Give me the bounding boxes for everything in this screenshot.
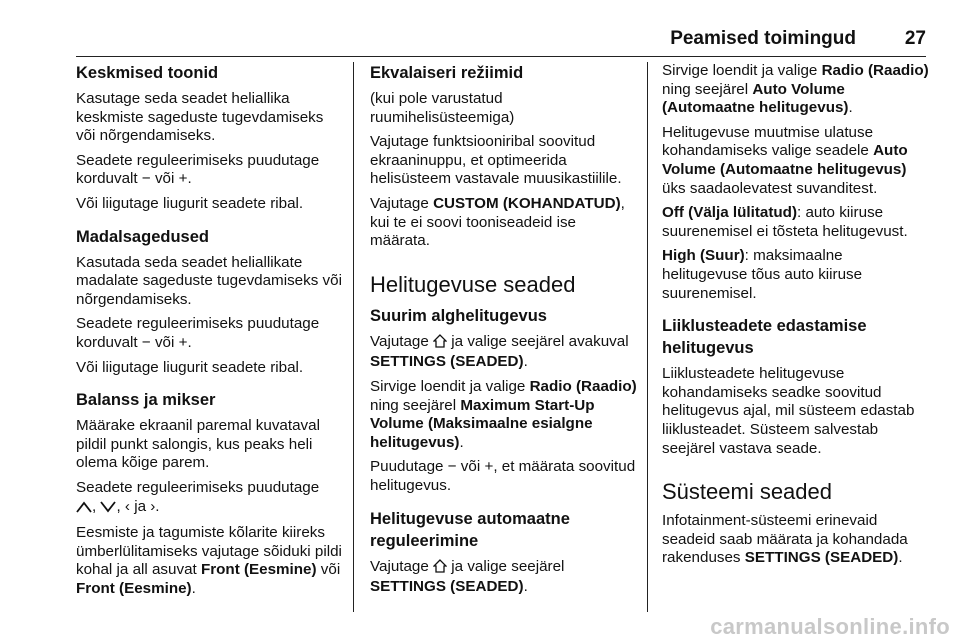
chevron-up-icon	[76, 500, 92, 519]
heading-volume-settings: Helitugevuse seaded	[370, 271, 576, 297]
col3-paragraph-2: Helitugevuse muutmise ulatuse kohandamiseks valige seadele Auto Volume (Automaatne helitugevus) üks saadaolevatest suvanditest.	[662, 123, 908, 197]
minus-symbol: −	[141, 333, 151, 351]
bass-paragraph-3: Või liigutage liugurit seadete ribal.	[76, 358, 304, 376]
home-icon	[433, 559, 447, 579]
traffic-paragraph: Liiklusteadete helitugevuse kohandamiseks seadke soovitud helitugevus ajal, mil süsteem edastab liiklusteadet. Süsteem salvestab seejärel vastava seade.	[662, 365, 915, 457]
balance-paragraph-1: Määrake ekraanil paremal kuvataval pildil punkt salongis, kus peaks heli olema kõige parem.	[76, 417, 320, 472]
col3-paragraph-4: High (Suur): maksimaalne helitugevuse tõus auto kiiruse suurenemisel.	[662, 247, 863, 302]
bass-paragraph-1: Kasutada seda seadet heliallikate madalate sageduste tugevdamiseks või nõrgendamiseks.	[76, 253, 342, 308]
heading-treble: Keskmised toonid	[76, 64, 219, 82]
treble-paragraph-3: Või liigutage liugurit seadete ribal.	[76, 194, 304, 212]
treble-paragraph-2: Seadete reguleerimiseks puudutage korduvalt − või +.	[76, 151, 320, 188]
balance-paragraph-3: Eesmiste ja tagumiste kõlarite kiireks ümberlülitamiseks vajutage sõiduki pildi kohal ja all asuvat Front (Eesmine) või Front (Eesmine).	[76, 524, 342, 597]
plus-symbol: +	[178, 333, 188, 351]
eq-paragraph-2: Vajutage funktsiooniribal soovitud ekraaninuppu, et optimeerida helisüsteem vastavale muusikastiilile.	[370, 133, 622, 188]
heading-auto-volume: Helitugevuse automaatne reguleerimine	[370, 509, 570, 550]
column-divider-2	[647, 62, 648, 612]
treble-paragraph-1: Kasutage seda seadet heliallika keskmiste sageduste tugevdamiseks või nõrgendamiseks.	[76, 90, 324, 145]
chevron-left-symbol: ‹	[124, 497, 130, 515]
column-2	[370, 62, 638, 603]
heading-equalizer: Ekvalaiseri režiimid	[370, 64, 524, 82]
balance-paragraph-2: Seadete reguleerimiseks puudutage , , ‹ ja ›.	[76, 479, 342, 518]
max-paragraph-2: Sirvige loendit ja valige Radio (Raadio) ning seejärel Maximum Start-Up Volume (Maksimaalne esialgne helitugevus).	[370, 377, 637, 451]
column-1	[76, 62, 342, 604]
minus-symbol: −	[141, 170, 151, 188]
heading-balance: Balanss ja mikser	[76, 391, 216, 410]
heading-traffic-volume: Liiklusteadete edastamise helitugevus	[662, 317, 867, 358]
header-title: Peamised toimingud	[670, 28, 856, 49]
watermark: carmanualsonline.info	[710, 614, 950, 639]
system-paragraph: Infotainment-süsteemi erinevaid seadeid saab määrata ja kohandada rakenduses SETTINGS (SEADED).	[662, 512, 908, 567]
heading-system-settings: Süsteemi seaded	[662, 479, 832, 505]
page-number: 27	[904, 28, 926, 49]
plus-symbol: +	[484, 458, 494, 476]
max-paragraph-1: Vajutage ja valige seejärel avakuval SETTINGS (SEADED).	[370, 332, 629, 371]
bass-paragraph-2: Seadete reguleerimiseks puudutage korduvalt − või +.	[76, 315, 320, 351]
auto-paragraph-1: Vajutage ja valige seejärel SETTINGS (SEADED).	[370, 557, 565, 596]
eq-paragraph-3: Vajutage CUSTOM (KOHANDATUD), kui te ei soovi tooniseadeid ise määrata.	[370, 194, 625, 250]
column-divider-1	[353, 62, 354, 612]
column-3	[662, 62, 930, 574]
heading-max-startup-volume: Suurim alghelitugevus	[370, 306, 547, 325]
col3-paragraph-3: Off (Välja lülitatud): auto kiiruse suurenemisel ei tõsteta helitugevust.	[662, 204, 908, 240]
page-header	[76, 24, 926, 57]
chevron-down-icon	[100, 500, 116, 519]
max-paragraph-3: Puudutage − või +, et määrata soovitud helitugevus.	[370, 458, 636, 494]
minus-symbol: −	[447, 458, 457, 476]
home-icon	[433, 334, 447, 354]
chevron-right-symbol: ›	[150, 497, 156, 515]
eq-paragraph-1: (kui pole varustatud ruumihelisüsteemiga)	[370, 90, 515, 126]
heading-bass: Madalsagedused	[76, 227, 209, 246]
plus-symbol: +	[178, 170, 188, 188]
col3-paragraph-1: Sirvige loendit ja valige Radio (Raadio) ning seejärel Auto Volume (Automaatne helitugevus).	[662, 62, 929, 117]
